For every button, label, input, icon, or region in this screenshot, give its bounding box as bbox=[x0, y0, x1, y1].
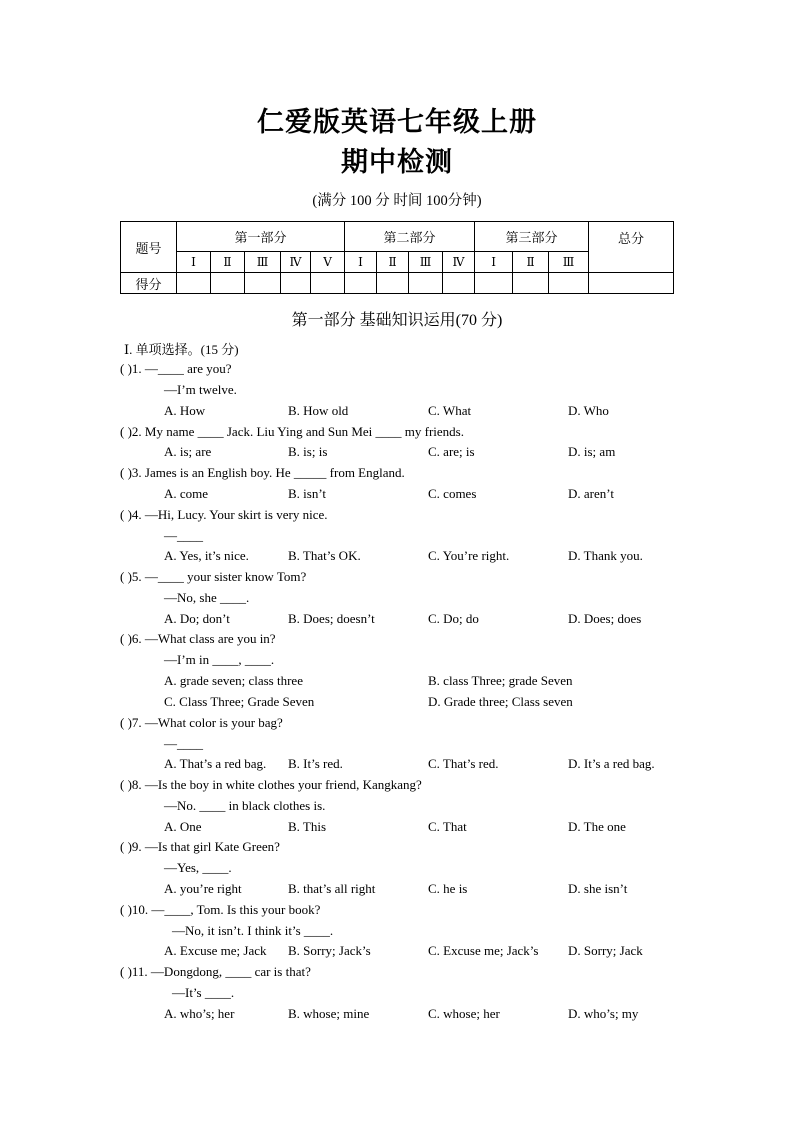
answer-option[interactable]: B. is; is bbox=[288, 444, 328, 459]
answer-option[interactable]: D. is; am bbox=[568, 444, 616, 459]
score-cell bbox=[345, 273, 377, 294]
answer-option[interactable]: C. Do; do bbox=[428, 611, 479, 626]
answer-option[interactable]: B. This bbox=[288, 819, 327, 834]
answer-option[interactable]: B. that’s all right bbox=[288, 881, 376, 896]
answer-option[interactable]: C. comes bbox=[428, 486, 477, 501]
answer-option[interactable]: D. aren’t bbox=[568, 486, 614, 501]
part2-header: 第二部分 bbox=[345, 222, 475, 252]
score-table-header-row bbox=[121, 222, 674, 252]
question-response-line: —____ bbox=[164, 736, 203, 751]
question-response-line: —I’m in ____, ____. bbox=[164, 652, 275, 667]
score-row bbox=[121, 273, 674, 294]
question-stem: ( )2. My name ____ Jack. Liu Ying and Sun Mei ____ my friends. bbox=[120, 424, 464, 439]
part2-col-1: Ⅰ bbox=[345, 252, 377, 273]
answer-option[interactable]: D. It’s a red bag. bbox=[568, 756, 655, 771]
answer-option[interactable]: B. isn’t bbox=[288, 486, 327, 501]
answer-option[interactable]: B. whose; mine bbox=[288, 1006, 370, 1021]
question-response-line: —Yes, ____. bbox=[164, 860, 232, 875]
answer-option[interactable]: A. come bbox=[164, 486, 209, 501]
part1-col-4: Ⅳ bbox=[281, 252, 311, 273]
score-cell bbox=[409, 273, 443, 294]
answer-option[interactable]: A. you’re right bbox=[164, 881, 242, 896]
answer-option[interactable]: B. Does; doesn’t bbox=[288, 611, 375, 626]
score-cell bbox=[589, 273, 674, 294]
score-label: 得分 bbox=[121, 273, 177, 294]
answer-option[interactable]: B. It’s red. bbox=[288, 756, 343, 771]
part3-col-3: Ⅲ bbox=[549, 252, 589, 273]
question-response-line: —No, she ____. bbox=[164, 590, 250, 605]
question-response-line: —No. ____ in black clothes is. bbox=[164, 798, 326, 813]
answer-option[interactable]: D. who’s; my bbox=[568, 1006, 639, 1021]
part3-col-1: Ⅰ bbox=[475, 252, 513, 273]
question-response-line: —____ bbox=[164, 528, 203, 543]
answer-option[interactable]: C. he is bbox=[428, 881, 468, 896]
answer-option[interactable]: A. Excuse me; Jack bbox=[164, 943, 267, 958]
answer-option[interactable]: A. Do; don’t bbox=[164, 611, 230, 626]
question-stem: ( )8. —Is the boy in white clothes your friend, Kangkang? bbox=[120, 777, 422, 792]
question-number-label: 题号 bbox=[121, 222, 177, 273]
answer-option[interactable]: D. Thank you. bbox=[568, 548, 643, 563]
answer-option[interactable]: A. who’s; her bbox=[164, 1006, 235, 1021]
section-i-heading: Ⅰ. 单项选择。(15 分) bbox=[124, 342, 239, 357]
answer-option[interactable]: A. grade seven; class three bbox=[164, 673, 303, 688]
question-stem: ( )3. James is an English boy. He _____ from England. bbox=[120, 465, 405, 480]
exam-info: (满分 100 分 时间 100分钟) bbox=[312, 193, 482, 209]
answer-option[interactable]: C. are; is bbox=[428, 444, 475, 459]
part2-col-2: Ⅱ bbox=[377, 252, 409, 273]
question-stem: ( )10. —____, Tom. Is this your book? bbox=[120, 902, 321, 917]
answer-option[interactable]: A. Yes, it’s nice. bbox=[164, 548, 249, 563]
page-subtitle-title: 期中检测 bbox=[341, 147, 453, 177]
question-stem: ( )4. —Hi, Lucy. Your skirt is very nice. bbox=[120, 507, 328, 522]
answer-option[interactable]: D. Sorry; Jack bbox=[568, 943, 643, 958]
part1-col-5: Ⅴ bbox=[311, 252, 345, 273]
score-cell bbox=[443, 273, 475, 294]
answer-option[interactable]: D. Grade three; Class seven bbox=[428, 694, 573, 709]
answer-option[interactable]: D. The one bbox=[568, 819, 626, 834]
answer-option[interactable]: B. class Three; grade Seven bbox=[428, 673, 573, 688]
score-cell bbox=[549, 273, 589, 294]
part1-header: 第一部分 bbox=[177, 222, 345, 252]
answer-option[interactable]: C. That bbox=[428, 819, 467, 834]
question-response-line: —I’m twelve. bbox=[164, 382, 237, 397]
part2-col-4: Ⅳ bbox=[443, 252, 475, 273]
score-table bbox=[120, 221, 674, 294]
part1-col-3: Ⅲ bbox=[245, 252, 281, 273]
total-header: 总分 bbox=[589, 222, 674, 273]
score-cell bbox=[281, 273, 311, 294]
answer-option[interactable]: C. That’s red. bbox=[428, 756, 499, 771]
answer-option[interactable]: A. How bbox=[164, 403, 206, 418]
answer-option[interactable]: D. she isn’t bbox=[568, 881, 628, 896]
answer-option[interactable]: D. Does; does bbox=[568, 611, 642, 626]
answer-option[interactable]: D. Who bbox=[568, 403, 609, 418]
part1-col-2: Ⅱ bbox=[211, 252, 245, 273]
question-stem: ( )1. —____ are you? bbox=[120, 361, 232, 376]
answer-option[interactable]: A. That’s a red bag. bbox=[164, 756, 267, 771]
part1-col-1: Ⅰ bbox=[177, 252, 211, 273]
score-cell bbox=[177, 273, 211, 294]
question-stem: ( )5. —____ your sister know Tom? bbox=[120, 569, 307, 584]
section-heading: 第一部分 基础知识运用(70 分) bbox=[291, 312, 503, 329]
page-title: 仁爱版英语七年级上册 bbox=[257, 107, 537, 137]
answer-option[interactable]: B. That’s OK. bbox=[288, 548, 361, 563]
question-stem: ( )7. —What color is your bag? bbox=[120, 715, 283, 730]
score-cell bbox=[475, 273, 513, 294]
answer-option[interactable]: C. You’re right. bbox=[428, 548, 510, 563]
answer-option[interactable]: C. Excuse me; Jack’s bbox=[428, 943, 539, 958]
answer-option[interactable]: B. How old bbox=[288, 403, 349, 418]
score-cell bbox=[377, 273, 409, 294]
answer-option[interactable]: A. One bbox=[164, 819, 202, 834]
part3-col-2: Ⅱ bbox=[513, 252, 549, 273]
answer-option[interactable]: C. What bbox=[428, 403, 472, 418]
question-stem: ( )6. —What class are you in? bbox=[120, 631, 276, 646]
score-cell bbox=[245, 273, 281, 294]
question-response-line: —No, it isn’t. I think it’s ____. bbox=[172, 923, 334, 938]
question-response-line: —It’s ____. bbox=[172, 985, 235, 1000]
score-cell bbox=[211, 273, 245, 294]
score-cell bbox=[311, 273, 345, 294]
part2-col-3: Ⅲ bbox=[409, 252, 443, 273]
answer-option[interactable]: C. Class Three; Grade Seven bbox=[164, 694, 315, 709]
answer-option[interactable]: A. is; are bbox=[164, 444, 212, 459]
question-stem: ( )9. —Is that girl Kate Green? bbox=[120, 839, 280, 854]
score-cell bbox=[513, 273, 549, 294]
question-stem: ( )11. —Dongdong, ____ car is that? bbox=[120, 964, 311, 979]
answer-option[interactable]: B. Sorry; Jack’s bbox=[288, 943, 371, 958]
answer-option[interactable]: C. whose; her bbox=[428, 1006, 500, 1021]
part3-header: 第三部分 bbox=[475, 222, 589, 252]
